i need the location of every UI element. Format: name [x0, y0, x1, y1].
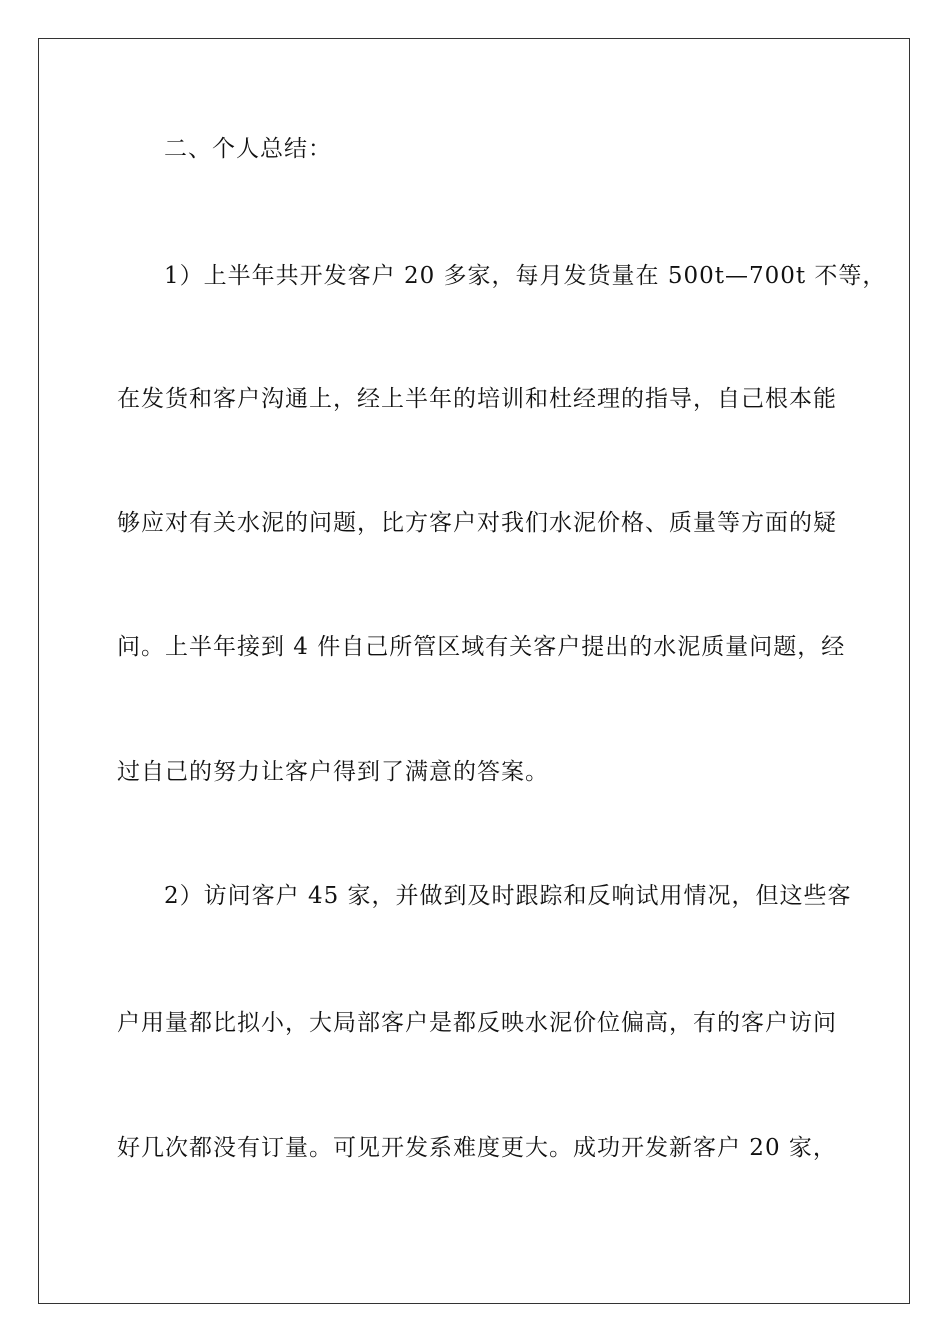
paragraph-1-line-5: 过自己的努力让客户得到了满意的答案。: [117, 759, 549, 785]
paragraph-2-line-2: 户用量都比拟小，大局部客户是都反映水泥价位偏高，有的客户访问: [117, 1010, 837, 1036]
page-border: [38, 38, 910, 1304]
paragraph-1-line-4: 问。上半年接到 4 件自己所管区域有关客户提出的水泥质量问题，经: [117, 634, 846, 660]
paragraph-1-line-3: 够应对有关水泥的问题，比方客户对我们水泥价格、质量等方面的疑: [117, 510, 837, 536]
paragraph-2-line-3: 好几次都没有订量。可见开发系难度更大。成功开发新客户 20 家，: [117, 1135, 837, 1161]
section-heading: 二、个人总结：: [164, 136, 332, 162]
paragraph-1-line-1: 1）上半年共开发客户 20 多家，每月发货量在 500t—700t 不等，: [164, 263, 887, 289]
paragraph-2-line-1: 2）访问客户 45 家，并做到及时跟踪和反响试用情况，但这些客: [164, 883, 852, 909]
paragraph-1-line-2: 在发货和客户沟通上，经上半年的培训和杜经理的指导，自己根本能: [117, 386, 837, 412]
